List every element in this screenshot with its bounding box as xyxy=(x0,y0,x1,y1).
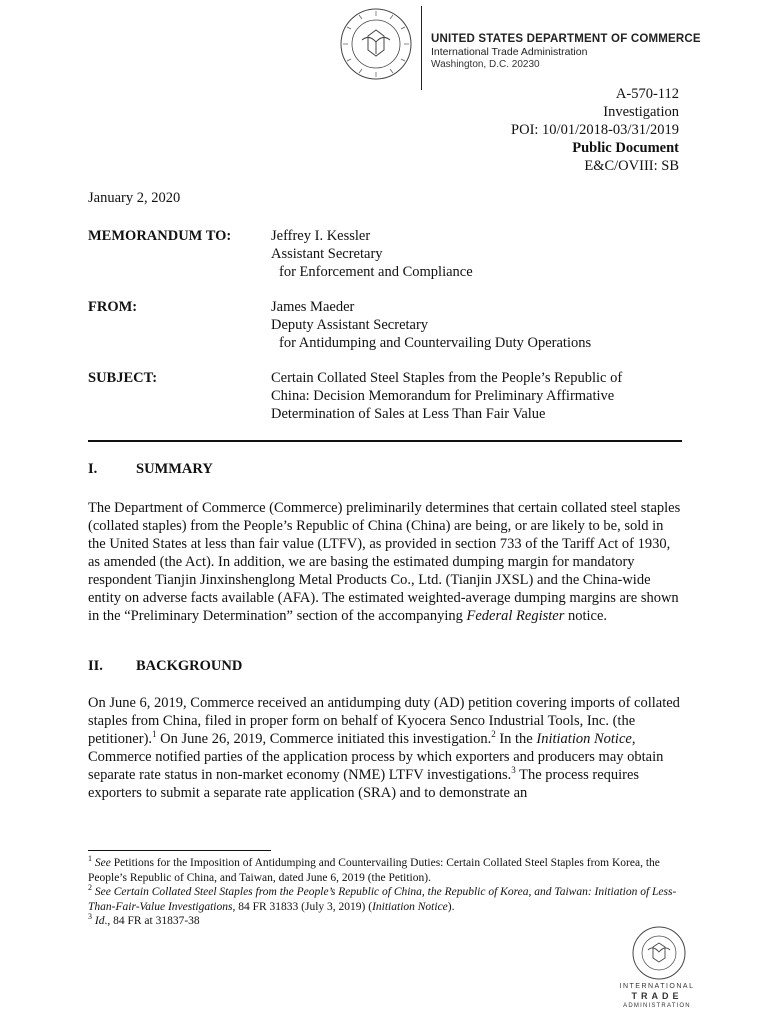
segment: Investigation xyxy=(603,104,679,120)
to-title: Assistant Secretary xyxy=(271,246,383,262)
footnote-text: , 84 FR 31833 (July 3, 2019) ( xyxy=(232,900,373,913)
background-paragraph xyxy=(88,694,682,802)
background-text: In the xyxy=(495,731,537,747)
header-divider xyxy=(421,6,422,90)
background-text: On June 6, 2019, Commerce received an antidumping duty (AD) petition covering imports of collated staples from China, filed in proper form on behalf of Kyocera Senco Industrial Tools, Inc. (the petitioner). xyxy=(88,695,680,747)
footnotes xyxy=(88,856,682,929)
ita-logo-line-3: ADMINISTRATION xyxy=(623,1003,691,1009)
poi: POI: 10/01/2018-03/31/2019 xyxy=(511,122,679,138)
section-number: II. xyxy=(88,658,103,674)
background-text: On June 26, 2019, Commerce initiated this investigation. xyxy=(156,731,492,747)
footnote-2 xyxy=(88,885,682,914)
agency-name: UNITED STATES DEPARTMENT OF COMMERCE xyxy=(431,33,701,45)
summary-text-end: notice. xyxy=(564,608,608,624)
footnote-text: ., 84 FR at 31837-38 xyxy=(104,915,200,927)
footnote-italic: See xyxy=(94,857,111,869)
summary-text: The Department of Commerce (Commerce) preliminarily determines that certain collated steel staples (collated staples) from the People’s Republic of China (China) are being, or are likely to be, sold in the United States at less than fair value (LTFV), as provided in section 733 of the Tariff Act of 1930, as amended (the Act). In addition, we are basing the estimated dumping margin for mandatory respondent Tianjin Jinxinshenglong Metal Products Co., Ltd. (Tianjin JXSL) and the China-wide entity on adverse facts available (AFA). The estimated weighted-average dumping margins are shown in the “Preliminary Determination” section of the accompanying xyxy=(88,500,681,624)
footnote-text: Petitions for the Imposition of Antidumping and Countervailing Duties: Certain Collated Steel Staples from Korea, the People’s Republic of China, and Taiwan, dated June 6, 2019 (the Petition). xyxy=(88,857,660,884)
reference-block xyxy=(511,85,679,175)
subject-line-1: Certain Collated Steel Staples from the People’s Republic of xyxy=(271,370,623,386)
ita-logo xyxy=(612,982,702,1010)
memo-divider xyxy=(88,440,682,442)
footnote-ref-2[interactable]: 2 xyxy=(491,729,496,740)
ita-logo-line-1: INTERNATIONAL xyxy=(619,983,695,990)
commerce-seal-small-icon xyxy=(631,925,687,981)
office-code: E&C/OVIII: SB xyxy=(584,158,679,174)
footnote-italic: See Certain Collated Steel Staples from the People’s Republic of China, the Republic of Korea, and Taiwan: Initiation of Less-Than-Fair-Value Investigations xyxy=(88,886,677,913)
background-italic: Initiation Notice xyxy=(536,731,632,747)
background-text: The process requires exporters to submit a separate rate application (SRA) and to demonstrate an xyxy=(88,767,640,801)
section-title: BACKGROUND xyxy=(136,658,243,674)
footnote-text: ). xyxy=(447,900,455,913)
memo-from-label: FROM: xyxy=(88,299,138,315)
footnote-3 xyxy=(88,914,682,929)
summary-italic: Federal Register xyxy=(466,608,565,624)
commerce-seal-icon xyxy=(338,6,414,82)
agency-address: Washington, D.C. 20230 xyxy=(431,59,540,70)
footnote-italic: Initiation Notice xyxy=(372,900,448,913)
footnote-italic: Id xyxy=(94,915,105,927)
memo-subject-value xyxy=(271,369,681,423)
from-title: Deputy Assistant Secretary xyxy=(271,317,429,333)
from-name: James Maeder xyxy=(271,299,355,315)
section-background-heading xyxy=(88,658,242,675)
footnote-ref-3[interactable]: 3 xyxy=(511,765,516,776)
section-summary-heading xyxy=(88,461,213,478)
memo-to-label: MEMORANDUM TO: xyxy=(88,228,232,244)
footnote-number: 3 xyxy=(88,912,92,922)
to-name: Jeffrey I. Kessler xyxy=(271,228,371,244)
from-title-2: for Antidumping and Countervailing Duty Operations xyxy=(279,335,592,351)
case-number: A-570-112 xyxy=(615,86,679,102)
footnote-divider xyxy=(88,850,271,851)
subject-line-2: China: Decision Memorandum for Preliminary Affirmative xyxy=(271,388,615,404)
footnote-number: 2 xyxy=(88,883,92,893)
agency-block xyxy=(431,33,701,71)
memo-date: January 2, 2020 xyxy=(88,190,181,206)
memo-from-value xyxy=(271,298,681,352)
section-number: I. xyxy=(88,461,98,477)
footnote-1 xyxy=(88,856,682,885)
subject-line-3: Determination of Sales at Less Than Fair Value xyxy=(271,406,546,422)
footnote-ref-1[interactable]: 1 xyxy=(152,729,157,740)
memo-subject-label: SUBJECT: xyxy=(88,370,158,386)
section-title: SUMMARY xyxy=(136,461,213,477)
summary-paragraph xyxy=(88,499,682,625)
footnote-number: 1 xyxy=(88,854,92,864)
memo-to-value xyxy=(271,227,681,281)
to-title-2: for Enforcement and Compliance xyxy=(279,264,473,280)
background-text: , Commerce notified parties of the application process by which exporters and producers may obtain separate rate status in non-market economy (NME) LTFV investigations. xyxy=(88,731,664,783)
document-type: Public Document xyxy=(572,140,679,156)
ita-logo-line-2: TRADE xyxy=(631,991,683,1001)
agency-subname: International Trade Administration xyxy=(431,46,588,58)
